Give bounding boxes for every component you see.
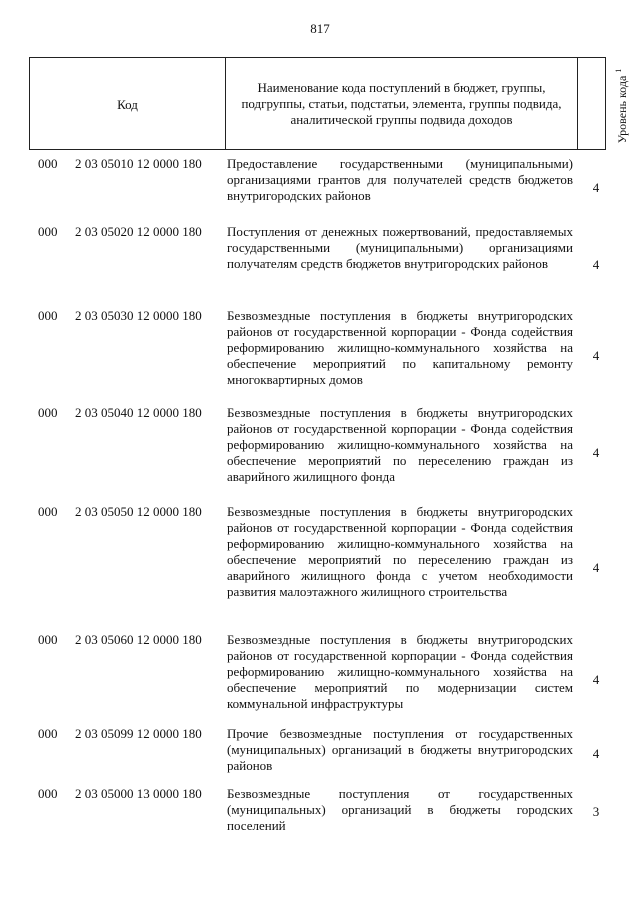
row-admin-code: 000 [38,632,58,647]
table-header [29,57,629,150]
row-budget-code: 2 03 05040 12 0000 180 [75,405,202,420]
row-description: Предоставление государственными (муниципальными) организациями грантов для получателей средств бюджетов внутригородских районов [227,156,573,203]
row-budget-code: 2 03 05020 12 0000 180 [75,224,202,239]
row-description: Безвозмездные поступления в бюджеты внутригородских районов от государственной корпорации - Фонда содействия реформированию жилищно-коммунального хозяйства на обеспечение мероприятий по модернизации систем коммунальной инфраструктуры [227,632,573,711]
row-budget-code: 2 03 05099 12 0000 180 [75,726,202,741]
row-admin-code: 000 [38,156,58,171]
row-description: Поступления от денежных пожертвований, предоставляемых государственными (муниципальными) организациями получателям средств бюджетов внутригородских районов [227,224,573,271]
row-admin-code: 000 [38,726,58,741]
row-description: Прочие безвозмездные поступления от государственных (муниципальных) организаций в бюджеты внутригородских районов [227,726,573,773]
header-level-footnote: 1 [614,68,623,73]
row-description: Безвозмездные поступления в бюджеты внутригородских районов от государственной корпорации - Фонда содействия реформированию жилищно-коммунального хозяйства на обеспечение мероприятий по переселению граждан из аварийного жилищного фонда с учетом необходимости развития малоэтажного жилищного строительства [227,504,573,599]
row-level: 4 [592,672,600,687]
row-level: 4 [592,445,600,460]
row-budget-code: 2 03 05030 12 0000 180 [75,308,202,323]
row-budget-code: 2 03 05050 12 0000 180 [75,504,202,519]
header-code: Код [117,96,138,112]
row-level: 4 [592,560,600,575]
column-divider [577,58,578,149]
header-name: Наименование кода поступлений в бюджет, группы, подгруппы, статьи, подстатьи, элемента, группы подвида, аналитической группы подвида доходов [241,80,562,127]
row-admin-code: 000 [38,504,58,519]
row-description: Безвозмездные поступления в бюджеты внутригородских районов от государственной корпорации - Фонда содействия реформированию жилищно-коммунального хозяйства на обеспечение мероприятий по переселению граждан из аварийного жилищного фонда [227,405,573,484]
page-number: 817 [310,21,330,36]
row-admin-code: 000 [38,224,58,239]
header-level-label: Уровень кода [615,75,629,144]
row-budget-code: 2 03 05010 12 0000 180 [75,156,202,171]
row-level: 4 [592,257,600,272]
row-level: 4 [592,746,600,761]
row-level: 4 [592,348,600,363]
row-description: Безвозмездные поступления от государственных (муниципальных) организаций в бюджеты городских поселений [227,786,573,833]
row-budget-code: 2 03 05000 13 0000 180 [75,786,202,801]
header-level [611,62,630,150]
row-admin-code: 000 [38,308,58,323]
row-budget-code: 2 03 05060 12 0000 180 [75,632,202,647]
row-level: 4 [592,180,600,195]
row-description: Безвозмездные поступления в бюджеты внутригородских районов от государственной корпорации - Фонда содействия реформированию жилищно-коммунального хозяйства на обеспечение мероприятий по капитальному ремонту многоквартирных домов [227,308,573,387]
row-level: 3 [592,804,600,819]
row-admin-code: 000 [38,786,58,801]
row-admin-code: 000 [38,405,58,420]
